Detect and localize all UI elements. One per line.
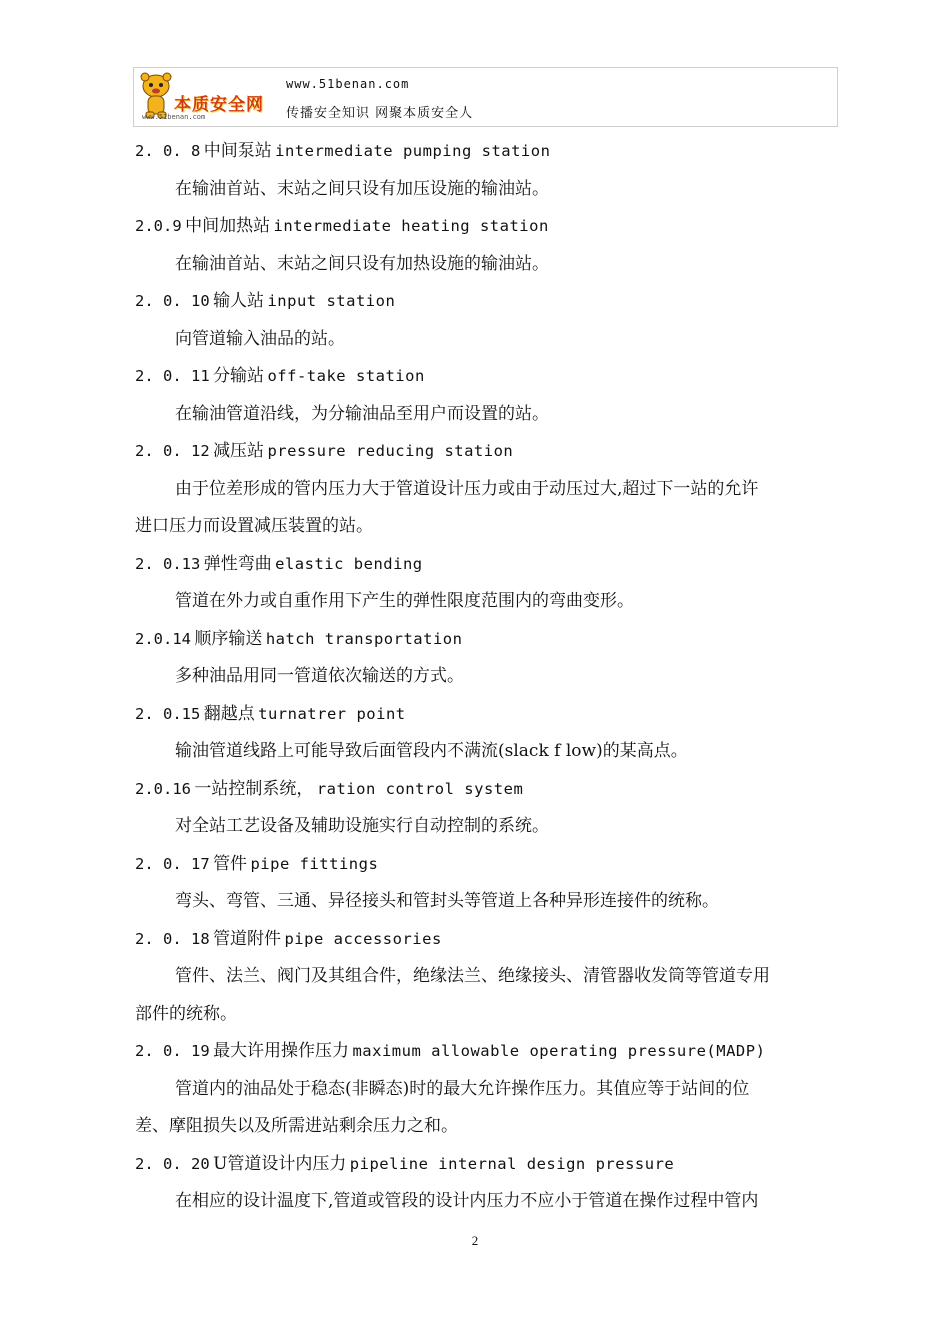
banner-slogan: 传播安全知识 网聚本质安全人 <box>286 106 474 121</box>
term-heading <box>135 1146 847 1184</box>
term-chinese: U管道设计内压力 <box>213 1153 347 1174</box>
term-english: ration control system <box>316 779 524 798</box>
term-english: maximum allowable operating pressure(MADP) <box>352 1042 766 1060</box>
term-chinese: 翻越点 <box>203 703 255 724</box>
term-chinese: 顺序输送 <box>194 628 263 649</box>
term-english: pipe fittings <box>250 854 379 873</box>
term-number: 2. 0. 18 <box>135 929 210 948</box>
term-english: pressure reducing station <box>267 442 514 460</box>
term-chinese: 中间加热站 <box>185 216 271 236</box>
term-number: 2. 0. 12 <box>135 442 210 460</box>
term-definition: 差、摩阻损失以及所需进站剩余压力之和。 <box>135 1116 458 1136</box>
term-chinese: 输人站 <box>213 291 265 311</box>
term-chinese: 弹性弯曲 <box>203 553 272 574</box>
term-number: 2. 0.15 <box>135 704 201 723</box>
term-chinese: 管件 <box>213 853 248 874</box>
term-heading <box>135 846 847 884</box>
term-heading <box>135 433 847 471</box>
term-english: intermediate pumping station <box>275 142 551 160</box>
term-chinese: 管道附件 <box>213 928 282 949</box>
term-definition: 管道在外力或自重作用下产生的弹性限度范围内的弯曲变形。 <box>175 591 634 611</box>
term-number: 2.0.9 <box>135 217 182 235</box>
term-definition: 进口压力而设置减压装置的站。 <box>135 516 373 536</box>
term-heading <box>135 921 847 959</box>
document-body <box>135 133 847 1221</box>
term-chinese: 中间泵站 <box>203 141 272 161</box>
term-english: input station <box>267 292 396 310</box>
term-number: 2. 0. 10 <box>135 292 210 310</box>
site-logo[interactable] <box>136 70 274 124</box>
term-heading <box>135 208 847 246</box>
logo-url: www.51benan.com <box>142 113 206 121</box>
term-chinese: 最大许用操作压力 <box>213 1041 350 1061</box>
term-chinese: 一站控制系统， <box>194 778 314 799</box>
term-definition: 向管道输入油品的站。 <box>175 328 345 349</box>
term-english: hatch transportation <box>265 629 463 648</box>
term-definition: 部件的统称。 <box>135 1003 237 1024</box>
term-english: pipe accessories <box>284 929 442 948</box>
term-number: 2. 0. 17 <box>135 854 210 873</box>
term-definition: 在输油首站、末站之间只设有加热设施的输油站。 <box>175 253 549 274</box>
logo-text: 本质安全网 <box>174 95 264 115</box>
site-banner <box>133 67 838 127</box>
term-heading <box>135 283 847 321</box>
term-heading <box>135 133 847 171</box>
term-definition: 在输油管道沿线，为分输油品至用户而设置的站。 <box>175 403 549 424</box>
page-number: 2 <box>471 1233 479 1248</box>
term-definition: 对全站工艺设备及辅助设施实行自动控制的系统。 <box>175 816 549 836</box>
term-heading <box>135 358 847 396</box>
term-heading <box>135 771 847 809</box>
term-definition: 在输油首站、末站之间只设有加压设施的输油站。 <box>175 178 549 199</box>
term-number: 2. 0. 19 <box>135 1042 210 1060</box>
term-chinese: 减压站 <box>213 441 265 461</box>
term-number: 2. 0. 11 <box>135 367 210 385</box>
term-english: off-take station <box>267 367 425 385</box>
banner-url[interactable]: www.51benan.com <box>286 77 410 91</box>
term-number: 2. 0.13 <box>135 554 201 573</box>
term-heading <box>135 696 847 734</box>
term-english: pipeline internal design pressure <box>349 1154 675 1173</box>
term-number: 2.0.14 <box>135 629 191 648</box>
term-number: 2.0.16 <box>135 779 191 798</box>
term-heading <box>135 621 847 659</box>
term-heading <box>135 546 847 584</box>
term-heading <box>135 1033 847 1071</box>
term-english: turnatrer point <box>258 704 406 723</box>
term-definition: 管件、法兰、阀门及其组合件，绝缘法兰、绝缘接头、清管器收发筒等管道专用 <box>175 966 770 986</box>
term-number: 2. 0. 8 <box>135 142 201 160</box>
term-chinese: 分输站 <box>213 366 265 386</box>
term-definition: 输油管道线路上可能导致后面管段内不满流(slack f low)的某高点。 <box>175 741 688 761</box>
term-english: elastic bending <box>275 554 423 573</box>
term-number: 2. 0. 20 <box>135 1154 210 1173</box>
term-definition: 弯头、弯管、三通、异径接头和管封头等管道上各种异形连接件的统称。 <box>175 891 719 911</box>
term-definition: 多种油品用同一管道依次输送的方式。 <box>175 666 464 686</box>
term-english: intermediate heating station <box>273 217 549 235</box>
term-definition: 管道内的油品处于稳态(非瞬态)时的最大允许操作压力。其值应等于站间的位 <box>175 1078 750 1099</box>
term-definition: 在相应的设计温度下,管道或管段的设计内压力不应小于管道在操作过程中管内 <box>175 1191 759 1211</box>
term-definition: 由于位差形成的管内压力大于管道设计压力或由于动压过大,超过下一站的允许 <box>175 478 759 499</box>
